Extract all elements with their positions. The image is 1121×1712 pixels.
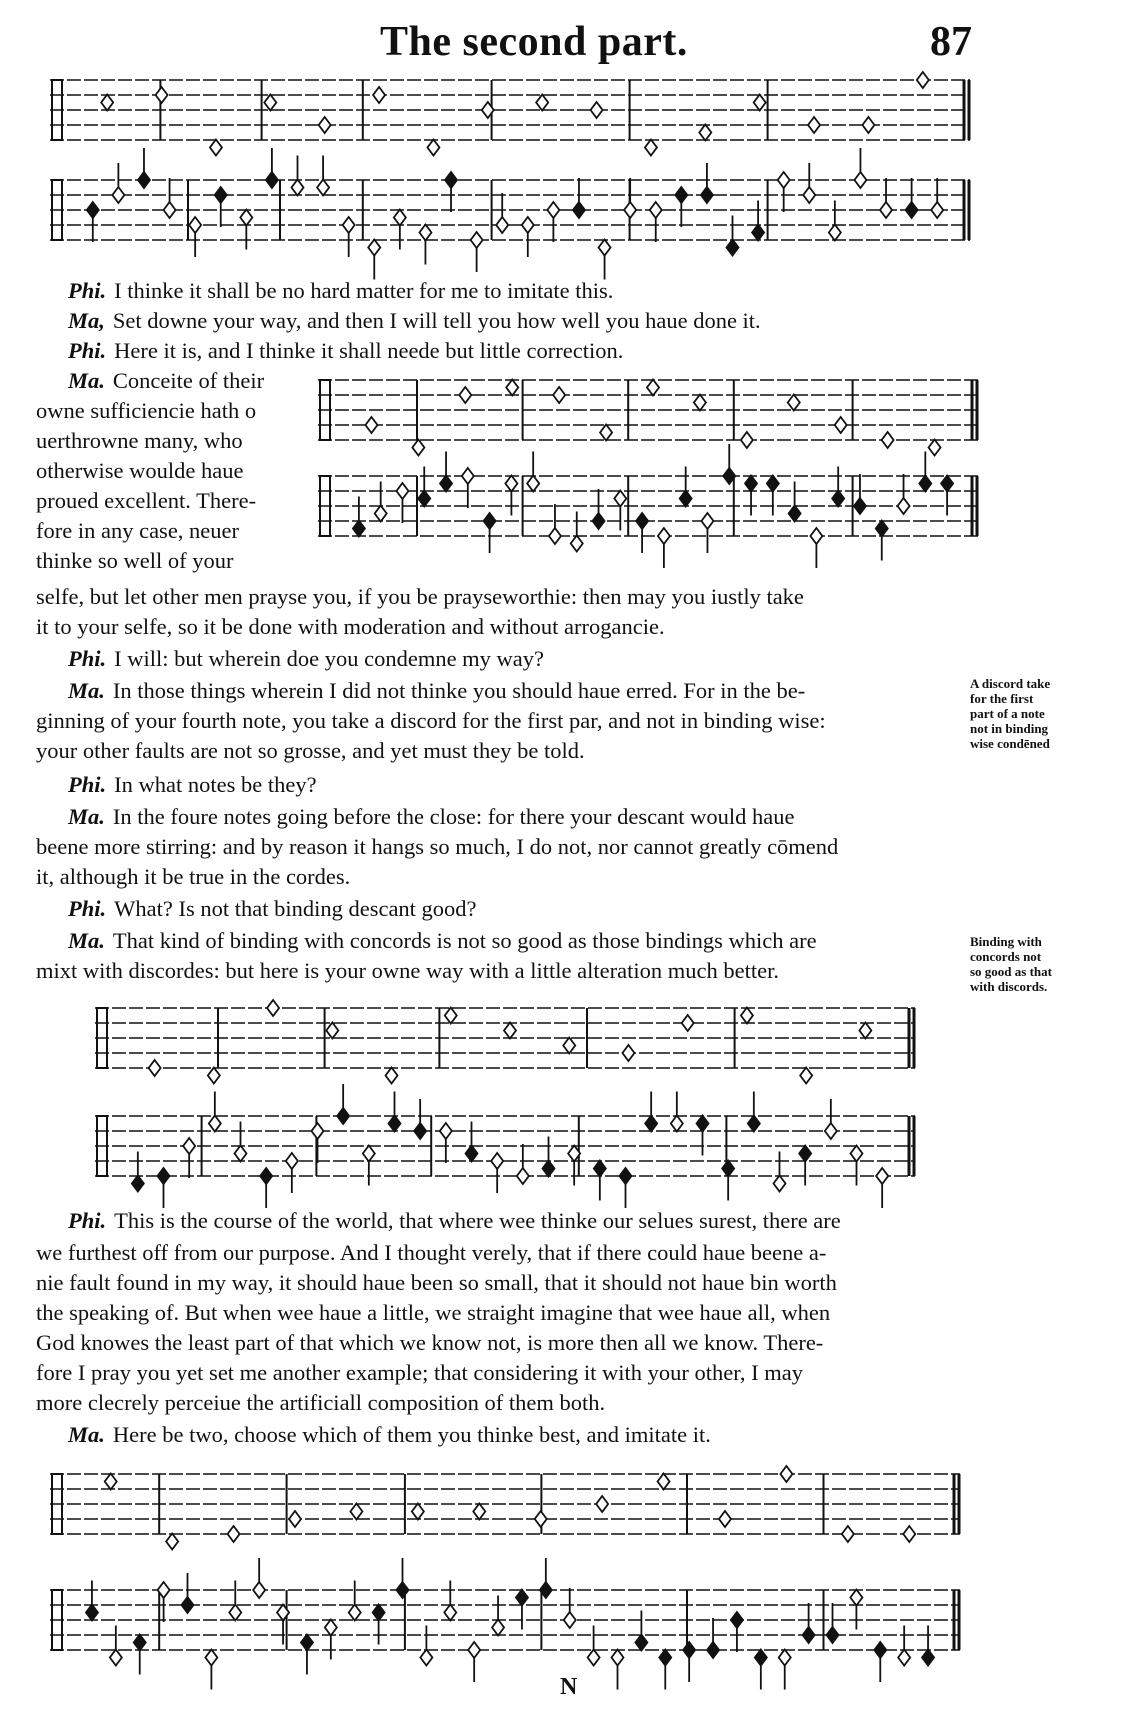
music-stave-4-treble xyxy=(50,1466,960,1546)
wrapped-line-4: proued excellent. There- xyxy=(36,488,257,513)
music-stave-2-bass xyxy=(318,466,978,566)
dialogue3-cont-2: it, although it be true in the cordes. xyxy=(36,864,351,889)
dialogue4-line-1: Phi. What? Is not that binding descant good? xyxy=(68,896,477,921)
dialogue4-cont-1: mixt with discordes: but here is your owne way with a little alteration much better. xyxy=(36,958,779,983)
signature-mark: N xyxy=(560,1674,578,1700)
dialogue5-cont-2: nie fault found in my way, it should haue been so small, that it should not haue bin worth xyxy=(36,1270,837,1295)
dialogue2-cont-2: your other faults are not so grosse, and yet must they be told. xyxy=(36,738,585,763)
wrapped-line-3: otherwise woulde haue xyxy=(36,458,244,483)
music-stave-3-bass xyxy=(95,1106,915,1206)
dialogue-line-2: Ma, Set downe your way, and then I will tell you how well you haue done it. xyxy=(68,308,761,333)
wrapped-line-2: uerthrowne many, who xyxy=(36,428,243,453)
dialogue3-line-2: Ma. In the foure notes going before the close: for there your descant would haue xyxy=(68,804,795,829)
music-stave-1-treble xyxy=(50,72,970,152)
dialogue6-line-1: Ma. Here be two, choose which of them you thinke best, and imitate it. xyxy=(68,1422,711,1447)
music-stave-4-bass xyxy=(50,1580,960,1670)
dialogue3-line-1: Phi. In what notes be they? xyxy=(68,772,317,797)
music-stave-2-treble xyxy=(318,372,978,452)
paragraph-line-1: selfe, but let other men prayse you, if you be prayseworthie: then may you iustly take xyxy=(36,584,804,609)
dialogue2-cont-1: ginning of your fourth note, you take a discord for the first par, and not in binding wise: xyxy=(36,708,826,733)
dialogue-line-4: Ma. Conceite of their xyxy=(68,368,265,393)
music-stave-3-treble xyxy=(95,1000,915,1080)
margin-note-binding: Binding with concords not so good as that with discords. xyxy=(970,934,1052,994)
wrapped-line-6: thinke so well of your xyxy=(36,548,234,573)
wrapped-line-1: owne sufficiencie hath o xyxy=(36,398,257,423)
dialogue-line-3: Phi. Here it is, and I thinke it shall neede but little correction. xyxy=(68,338,624,363)
dialogue5-line-1: Phi. This is the course of the world, that where wee thinke our selues surest, there are xyxy=(68,1208,841,1233)
page-header xyxy=(0,14,1121,64)
dialogue5-cont-1: we furthest off from our purpose. And I thought verely, that if there could haue beene a- xyxy=(36,1240,827,1265)
paragraph-line-2: it to your selfe, so it be done with moderation and without arrogancie. xyxy=(36,614,665,639)
margin-note-discord: A discord take for the first part of a note not in binding wise condēned xyxy=(970,676,1051,751)
dialogue5-cont-3: the speaking of. But when wee haue a little, we straight imagine that wee haue all, when xyxy=(36,1300,831,1325)
dialogue-line-1: Phi. I thinke it shall be no hard matter for me to imitate this. xyxy=(68,278,614,303)
dialogue3-cont-1: beene more stirring: and by reason it hangs so much, I do not, nor cannot greatly cōmend xyxy=(36,834,839,859)
dialogue5-cont-5: fore I pray you yet set me another example; that considering it with your other, I may xyxy=(36,1360,803,1385)
dialogue4-line-2: Ma. That kind of binding with concords is not so good as those bindings which are xyxy=(68,928,817,953)
dialogue5-cont-6: more clecrely perceiue the artificiall composition of them both. xyxy=(36,1390,606,1415)
running-title: The second part. xyxy=(380,19,688,65)
page-number: 87 xyxy=(930,19,972,65)
dialogue2-line-1: Phi. I will: but wherein doe you condemne my way? xyxy=(68,646,545,671)
music-stave-1-bass xyxy=(50,168,970,268)
wrapped-line-5: fore in any case, neuer xyxy=(36,518,240,543)
dialogue5-cont-4: God knowes the least part of that which we know not, is more then all we know. There- xyxy=(36,1330,824,1355)
dialogue2-line-2: Ma. In those things wherein I did not thinke you should haue erred. For in the be- xyxy=(68,678,806,703)
